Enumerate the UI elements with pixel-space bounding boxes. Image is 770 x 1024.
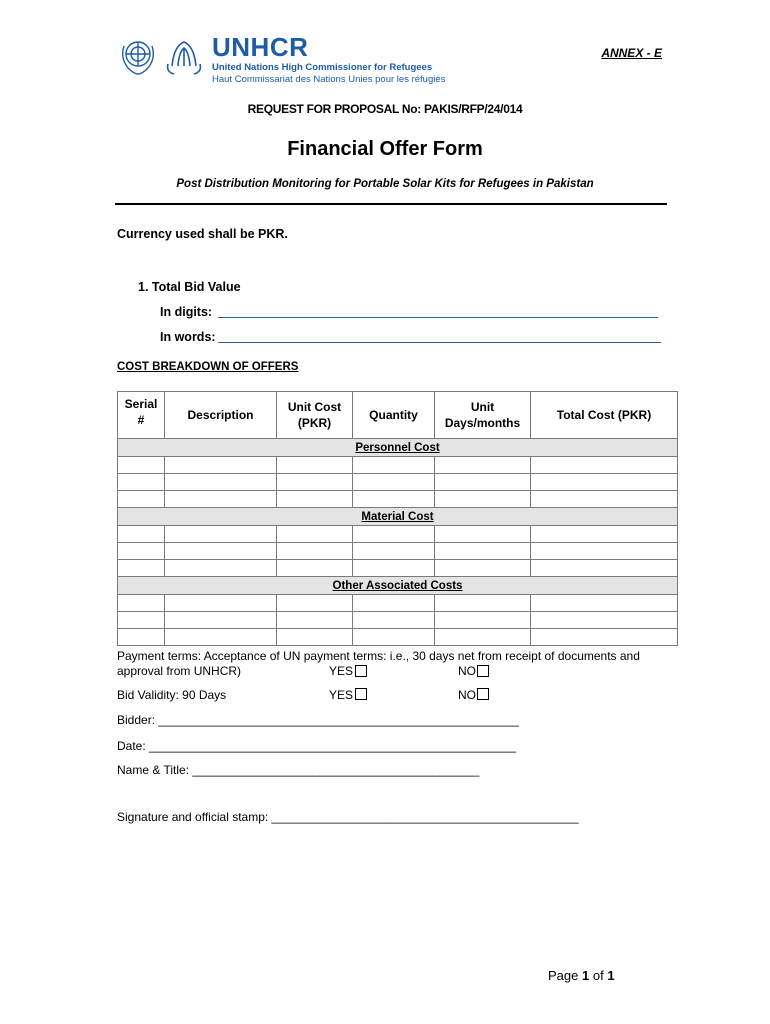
- col-unit: [435, 392, 531, 439]
- table-row: [118, 629, 678, 646]
- table-row: [118, 595, 678, 612]
- table-row: [118, 491, 678, 508]
- table-cell[interactable]: [165, 457, 277, 474]
- table-cell[interactable]: [118, 595, 165, 612]
- title-divider: [115, 203, 667, 205]
- section-row-material: [118, 508, 678, 526]
- table-header-row: [118, 392, 678, 439]
- table-cell[interactable]: [165, 595, 277, 612]
- table-cell[interactable]: [165, 474, 277, 491]
- page-current: 1: [582, 968, 590, 983]
- col-unit-cost: [277, 392, 353, 439]
- table-row: [118, 526, 678, 543]
- section-row-other: [118, 577, 678, 595]
- table-cell[interactable]: [277, 457, 353, 474]
- table-cell[interactable]: [118, 612, 165, 629]
- col-quantity: Quantity: [353, 392, 435, 439]
- table-cell[interactable]: [353, 543, 435, 560]
- in-words-label: In words:: [160, 330, 216, 344]
- table-cell[interactable]: [118, 491, 165, 508]
- payment-no-label: NO: [458, 664, 476, 678]
- col-description: Description: [165, 392, 277, 439]
- payment-terms-line2: approval from UNHCR): [117, 664, 242, 678]
- table-cell[interactable]: [531, 595, 678, 612]
- table-cell[interactable]: [435, 457, 531, 474]
- table-cell[interactable]: [353, 560, 435, 577]
- col-serial-line1: Serial: [124, 397, 158, 411]
- table-cell[interactable]: [277, 595, 353, 612]
- col-serial-line2: #: [137, 413, 145, 427]
- col-total-cost: Total Cost (PKR): [531, 392, 678, 439]
- table-cell[interactable]: [353, 491, 435, 508]
- table-cell[interactable]: [435, 526, 531, 543]
- table-cell[interactable]: [531, 457, 678, 474]
- currency-note: Currency used shall be PKR.: [117, 227, 288, 241]
- unhcr-logo: [116, 32, 446, 85]
- table-cell[interactable]: [118, 560, 165, 577]
- signature-field[interactable]: Signature and official stamp: ______________________________________________: [117, 810, 579, 824]
- section-label-other: Other Associated Costs: [118, 577, 678, 595]
- table-cell[interactable]: [118, 629, 165, 646]
- cost-breakdown-heading: COST BREAKDOWN OF OFFERS: [117, 361, 299, 373]
- table-cell[interactable]: [277, 526, 353, 543]
- col-unit-line1: Unit: [470, 400, 495, 414]
- payment-no-checkbox[interactable]: [477, 665, 489, 677]
- annex-label: ANNEX - E: [601, 46, 662, 60]
- page-title: Financial Offer Form: [287, 138, 483, 160]
- table-cell[interactable]: [531, 612, 678, 629]
- in-words-field[interactable]: [218, 342, 661, 343]
- un-emblem-icon: [116, 34, 160, 78]
- page-subtitle: Post Distribution Monitoring for Portable Solar Kits for Refugees in Pakistan: [176, 178, 594, 190]
- page-of: of: [592, 968, 604, 983]
- page-total: 1: [607, 968, 615, 983]
- table-cell[interactable]: [531, 560, 678, 577]
- table-cell[interactable]: [435, 612, 531, 629]
- table-cell[interactable]: [353, 457, 435, 474]
- validity-yes-label: YES: [329, 688, 354, 702]
- payment-terms-line1: Payment terms: Acceptance of UN payment terms: i.e., 30 days net from receipt of documents and: [117, 649, 640, 663]
- payment-yes-checkbox[interactable]: [355, 665, 367, 677]
- validity-no-checkbox[interactable]: [477, 688, 489, 700]
- table-cell[interactable]: [165, 543, 277, 560]
- page-word: Page: [548, 968, 579, 983]
- validity-no-label: NO: [458, 688, 476, 702]
- page-number: [548, 968, 615, 983]
- section-row-personnel: [118, 439, 678, 457]
- table-cell[interactable]: [118, 526, 165, 543]
- section-label-material: Material Cost: [118, 508, 678, 526]
- logo-acronym: UNHCR: [212, 32, 309, 62]
- table-cell[interactable]: [531, 491, 678, 508]
- in-digits-field[interactable]: [218, 317, 658, 318]
- in-digits-label: In digits:: [160, 305, 213, 319]
- table-cell[interactable]: [277, 491, 353, 508]
- table-cell[interactable]: [531, 629, 678, 646]
- table-row: [118, 612, 678, 629]
- date-field[interactable]: Date: _______________________________________________________: [117, 739, 517, 753]
- section-label-personnel: Personnel Cost: [118, 439, 678, 457]
- bidder-field[interactable]: Bidder: ______________________________________________________: [117, 713, 519, 727]
- table-cell[interactable]: [435, 595, 531, 612]
- col-unit-cost-line1: Unit Cost: [287, 400, 342, 414]
- bid-validity: Bid Validity: 90 Days: [117, 688, 227, 702]
- table-cell[interactable]: [435, 560, 531, 577]
- table-cell[interactable]: [435, 474, 531, 491]
- validity-yes-checkbox[interactable]: [355, 688, 367, 700]
- table-cell[interactable]: [165, 612, 277, 629]
- name-title-field[interactable]: Name & Title: ___________________________________________: [117, 763, 480, 777]
- table-cell[interactable]: [531, 543, 678, 560]
- unhcr-emblem-icon: [162, 34, 206, 78]
- col-unit-line2: Days/months: [444, 416, 521, 430]
- table-cell[interactable]: [435, 543, 531, 560]
- table-cell[interactable]: [277, 474, 353, 491]
- table-row: [118, 474, 678, 491]
- table-row: [118, 560, 678, 577]
- table-cell[interactable]: [531, 526, 678, 543]
- rfp-reference: REQUEST FOR PROPOSAL No: PAKIS/RFP/24/014: [247, 102, 523, 116]
- logo-name-fr: Haut Commissariat des Nations Unies pour les réfugiés: [212, 74, 446, 85]
- table-cell[interactable]: [435, 491, 531, 508]
- table-cell[interactable]: [118, 474, 165, 491]
- table-cell[interactable]: [277, 543, 353, 560]
- total-bid-heading: 1. Total Bid Value: [138, 280, 241, 294]
- table-cell[interactable]: [353, 526, 435, 543]
- table-cell[interactable]: [277, 560, 353, 577]
- cost-breakdown-table: [117, 391, 678, 646]
- table-cell[interactable]: [165, 629, 277, 646]
- table-cell[interactable]: [353, 595, 435, 612]
- table-row: [118, 457, 678, 474]
- table-cell[interactable]: [353, 474, 435, 491]
- table-cell[interactable]: [118, 457, 165, 474]
- table-cell[interactable]: [353, 629, 435, 646]
- table-row: [118, 543, 678, 560]
- table-cell[interactable]: [531, 474, 678, 491]
- payment-yes-label: YES: [329, 664, 354, 678]
- table-cell[interactable]: [277, 629, 353, 646]
- table-cell[interactable]: [353, 612, 435, 629]
- table-cell[interactable]: [435, 629, 531, 646]
- table-cell[interactable]: [165, 491, 277, 508]
- table-cell[interactable]: [277, 612, 353, 629]
- col-unit-cost-line2: (PKR): [297, 416, 332, 430]
- table-cell[interactable]: [165, 560, 277, 577]
- col-serial: [118, 392, 165, 439]
- logo-name-en: United Nations High Commissioner for Refugees: [212, 62, 433, 73]
- table-cell[interactable]: [165, 526, 277, 543]
- table-cell[interactable]: [118, 543, 165, 560]
